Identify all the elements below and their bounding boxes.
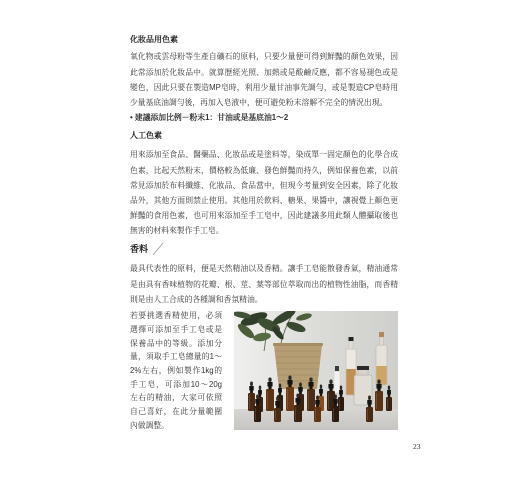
ratio-tip: • 建議添加比例－粉末1：甘油或是基底油1～2 xyxy=(130,113,289,122)
text-line: 品外，其他方面則禁止使用。其他用於飲料、糖果、果醬中，讓視覺上顏色更 xyxy=(130,195,398,205)
text-line: 量，須取手工皂總量的1～ xyxy=(130,352,222,362)
fragrance-heading-text: 香料 xyxy=(130,244,149,254)
text-line: 常見添加於布料纖維、化妝品、食品當中，但現今考量到安全因素，除了化妝 xyxy=(130,180,398,190)
essential-oil-photo-image xyxy=(234,311,398,430)
wicker-basket xyxy=(273,343,323,389)
essential-oil-photo xyxy=(234,311,398,430)
paragraph-artificial-colorant xyxy=(130,147,398,238)
section-heading-cosmetic-colorant: 化妝品用色素 xyxy=(130,35,178,44)
section-heading-artificial-colorant: 人工色素 xyxy=(130,131,162,140)
text-line: 內做調整。 xyxy=(130,420,169,430)
text-line: 是由具有香味植物的花瓣、根、莖、葉等部位萃取而出的植物性油脂，而香精 xyxy=(130,279,398,289)
text-line: 保養品中的等級。添加分 xyxy=(130,338,222,348)
text-line: 變色，因此只要在製造MP皂時，利用少量甘油事先調勻，或是製造CP皂時用 xyxy=(130,82,398,92)
text-line: 選擇可添加至手工皂或是 xyxy=(130,324,222,334)
page-number: 23 xyxy=(413,442,421,451)
text-line: 此常添加於化妝品中。就算歷經光照、加熱或是酸鹼反應，都不容易褪色或是 xyxy=(130,67,398,77)
text-line: 2%左右，例如製作1kg的 xyxy=(130,365,222,375)
section-heading-fragrance xyxy=(130,242,165,256)
text-line: 最具代表性的原料，便是天然精油以及香精。讓手工皂能散發香氣，精油通常 xyxy=(130,264,398,274)
slash-decoration-icon xyxy=(151,242,165,256)
text-line: 用來添加至食品、醫藥品、化妝品或是塗料等，染成單一固定顏色的化學合成 xyxy=(130,150,398,160)
text-line: 自己喜好，在此分量範圍 xyxy=(130,407,222,416)
text-line: 手工皂，可添加10～20g xyxy=(130,379,222,389)
text-line: 若要挑選香精使用，必須 xyxy=(130,311,222,321)
text-line: 無害的材料來製作手工皂。 xyxy=(130,226,224,236)
text-line: 鮮豔的食用色素，也可用來添加至手工皂中，因此建議多用此類人體攝取後也 xyxy=(130,211,398,221)
text-line: 少量基底油調勻後，再加入皂液中，便可避免粉末溶解不完全的情況出現。 xyxy=(130,97,388,107)
text-line: 氧化物或雲母粉等生產自礦石的原料，只要少量便可得到鮮豔的顏色效果，因 xyxy=(130,52,398,62)
text-line: 左右的精油，大家可依照 xyxy=(130,393,222,403)
paragraph-fragrance xyxy=(130,261,398,308)
paragraph-fragrance-usage xyxy=(130,309,222,432)
paragraph-cosmetic-colorant xyxy=(130,49,398,110)
text-line: 色素，比起天然粉末，價格較為低廉、發色鮮豔而持久，例如保養色素，以前 xyxy=(130,165,398,175)
text-line: 則是由人工合成的各種調和香氛精油。 xyxy=(130,295,263,305)
